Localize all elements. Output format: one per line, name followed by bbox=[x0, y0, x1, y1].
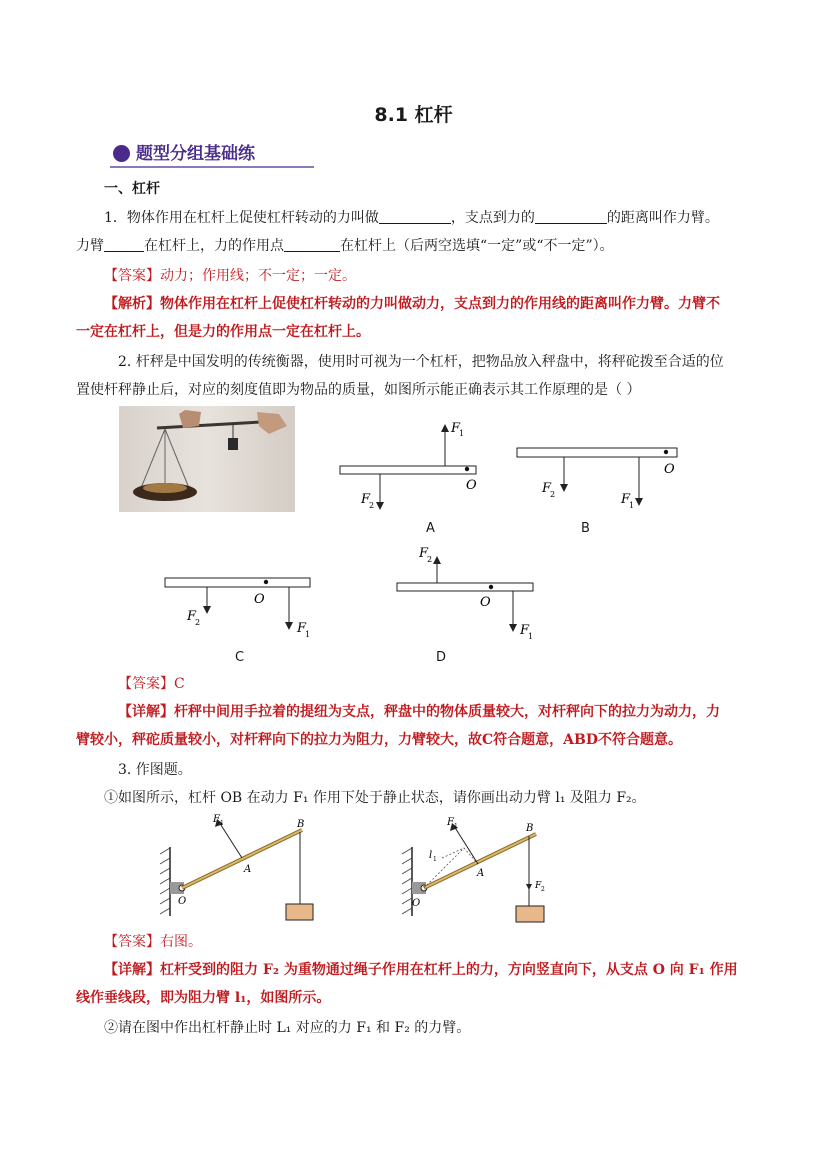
force-arrow bbox=[526, 884, 532, 890]
label-o: O bbox=[480, 595, 491, 610]
label-f2: F bbox=[542, 481, 552, 496]
q2-line1: 2. 杆秤是中国发明的传统衡器，使用时可视为一个杠杆，把物品放入秤盘中，将秤砣拨至合适的位 bbox=[118, 354, 724, 370]
answer-text: C bbox=[174, 676, 185, 692]
label-f2: F bbox=[361, 492, 371, 507]
subscript-1: 1 bbox=[528, 632, 534, 641]
weight-block bbox=[286, 904, 313, 920]
label-f2: F bbox=[535, 881, 542, 891]
q1-line2 bbox=[76, 232, 614, 260]
subscript-1: 1 bbox=[220, 820, 224, 827]
pivot-dot bbox=[465, 467, 469, 471]
q1-text-e: 在杠杆上，力的作用点 bbox=[144, 238, 284, 254]
q1-blank-2 bbox=[535, 207, 607, 224]
q1-analysis-line2: 一定在杠杆上，但是力的作用点一定在杠杆上。 bbox=[76, 324, 370, 340]
figure-a bbox=[335, 418, 485, 518]
label-o: O bbox=[466, 478, 477, 493]
subscript-2: 2 bbox=[369, 501, 375, 510]
q1-line1 bbox=[104, 204, 719, 232]
q1-text-b: ，支点到力的 bbox=[450, 210, 535, 226]
answer-tag: 【答案】 bbox=[118, 676, 174, 692]
q1-text-c: 的距离叫作力臂。 bbox=[606, 210, 719, 226]
label-f1: F bbox=[451, 421, 461, 436]
subscript-2: 2 bbox=[550, 490, 556, 499]
lever-bar bbox=[397, 583, 533, 591]
label-f1: F bbox=[447, 817, 454, 828]
lever-bar bbox=[165, 578, 310, 587]
q1-blank-3 bbox=[104, 235, 144, 252]
subscript-1: 1 bbox=[433, 856, 437, 863]
figure-c bbox=[160, 570, 320, 645]
banner-label: 题型分组基础练 bbox=[136, 144, 255, 164]
steelyard-illustration bbox=[119, 406, 295, 512]
label-f1: F bbox=[520, 623, 530, 638]
figure-3-right bbox=[398, 812, 568, 924]
label-f1: F bbox=[213, 814, 220, 825]
subscript-1: 1 bbox=[454, 823, 458, 830]
q1-blank-4 bbox=[284, 235, 340, 252]
q3-sub1: ①如图所示，杠杆 OB 在动力 F₁ 作用下处于静止状态，请你画出动力臂 l₁ 及阻力 F₂。 bbox=[104, 790, 646, 806]
q3-detail-line2: 线作垂线段，即为阻力臂 l₁，如图所示。 bbox=[76, 990, 331, 1006]
subscript-2: 2 bbox=[195, 618, 201, 627]
label-f2: F bbox=[187, 609, 197, 624]
detail-tag: 【详解】 bbox=[104, 962, 160, 978]
option-d: D bbox=[436, 650, 447, 665]
pivot-dot bbox=[489, 585, 493, 589]
label-f2: F bbox=[419, 546, 429, 561]
q2-detail-line2: 臂较小，秤砣质量较小，对杆秤向下的拉力为阻力，力臂较大，故C符合题意，ABD不符合题意。 bbox=[76, 732, 682, 748]
q2-answer bbox=[118, 670, 185, 698]
label-b: B bbox=[297, 819, 305, 830]
answer-tag: 【答案】 bbox=[104, 268, 160, 284]
q1-answer bbox=[104, 262, 356, 290]
option-c: C bbox=[235, 650, 245, 665]
banner-underline bbox=[110, 166, 314, 168]
page-title: 8.1 杠杆 bbox=[374, 104, 453, 126]
detail-text-1: 杆秤中间用手拉着的提纽为支点，秤盘中的物体质量较大，对杆秤向下的拉力为动力，力 bbox=[174, 704, 720, 720]
steelyard-photo bbox=[119, 406, 295, 512]
answer-text: 右图。 bbox=[160, 934, 202, 950]
subscript-1: 1 bbox=[305, 630, 311, 639]
lever-bar bbox=[340, 466, 476, 474]
label-f1: F bbox=[297, 621, 307, 636]
pivot-dot bbox=[264, 580, 268, 584]
subscript-2: 2 bbox=[427, 555, 433, 564]
label-f1: F bbox=[621, 492, 631, 507]
pivot-dot bbox=[664, 450, 668, 454]
subscript-1: 1 bbox=[629, 501, 635, 510]
subscript-1: 1 bbox=[459, 429, 465, 438]
bullet-icon bbox=[113, 145, 130, 162]
q3-answer bbox=[104, 928, 202, 956]
q3-detail-line1 bbox=[104, 956, 738, 984]
option-b: B bbox=[581, 521, 590, 536]
option-a: A bbox=[426, 521, 435, 536]
detail-tag: 【详解】 bbox=[118, 704, 174, 720]
analysis-tag: 【解析】 bbox=[104, 296, 160, 312]
label-l1: l bbox=[429, 850, 433, 861]
label-o: O bbox=[412, 898, 421, 909]
lever-bar bbox=[517, 448, 677, 457]
answer-tag: 【答案】 bbox=[104, 934, 160, 950]
label-o: O bbox=[664, 462, 675, 477]
figure-b bbox=[514, 440, 684, 520]
q2-line2: 置使杆秤静止后，对应的刻度值即为物品的质量，如图所示能正确表示其工作原理的是（ ） bbox=[76, 382, 641, 398]
section-banner bbox=[110, 142, 314, 168]
q2-detail-line1 bbox=[118, 698, 720, 726]
subscript-2: 2 bbox=[541, 886, 545, 893]
q1-blank-1 bbox=[379, 207, 451, 224]
label-a: A bbox=[244, 864, 252, 875]
weight-block bbox=[516, 906, 544, 922]
answer-text: 动力；作用线；不一定；一定。 bbox=[160, 268, 356, 284]
label-o: O bbox=[178, 896, 187, 907]
q1-analysis-line1 bbox=[104, 290, 720, 318]
label-a: A bbox=[477, 868, 485, 879]
analysis-text-1: 物体作用在杠杆上促使杠杆转动的力叫做动力，支点到力的作用线的距离叫作力臂。力臂不 bbox=[160, 296, 720, 312]
q1-text-d: 力臂 bbox=[76, 238, 104, 254]
figure-3-left bbox=[156, 812, 326, 924]
q1-text-f: 在杠杆上（后两空选填“一定”或“不一定”）。 bbox=[340, 238, 614, 254]
force-arrow bbox=[219, 822, 242, 858]
q3-sub2: ②请在图中作出杠杆静止时 L₁ 对应的力 F₁ 和 F₂ 的力臂。 bbox=[104, 1020, 471, 1036]
figure-d bbox=[392, 540, 542, 645]
force-arrow bbox=[454, 826, 478, 864]
label-b: B bbox=[526, 823, 534, 834]
section-heading: 一、杠杆 bbox=[104, 181, 160, 197]
label-o: O bbox=[254, 592, 265, 607]
detail-text-1: 杠杆受到的阻力 F₂ 为重物通过绳子作用在杠杆上的力，方向竖直向下，从支点 O 向 F₁ 作用 bbox=[160, 962, 738, 978]
q3-heading: 3. 作图题。 bbox=[118, 762, 192, 778]
q1-text-a: 1．物体作用在杠杆上促使杠杆转动的力叫做 bbox=[104, 210, 379, 226]
